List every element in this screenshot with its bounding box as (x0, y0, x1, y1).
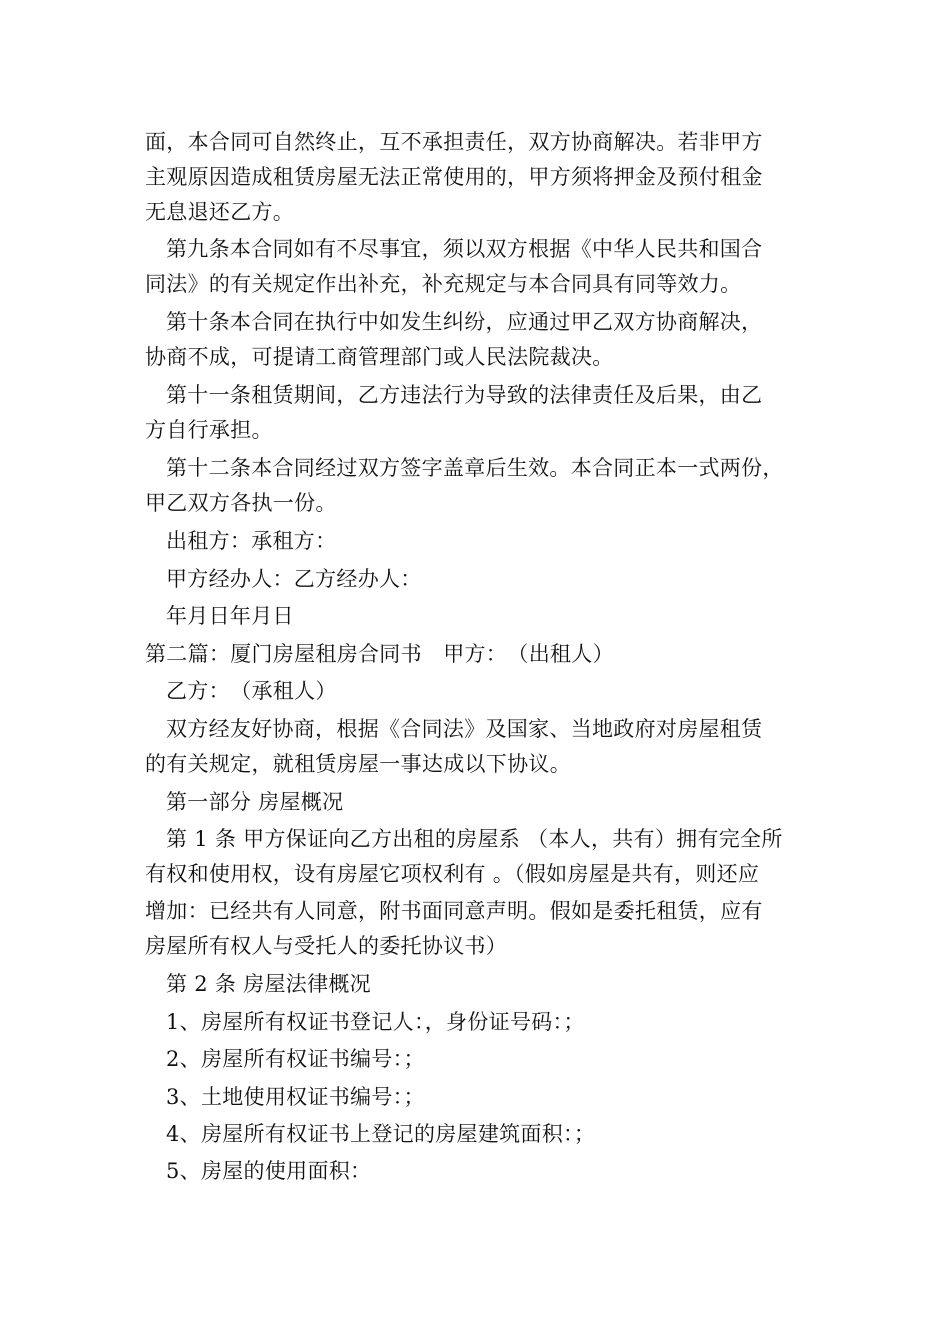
text-line: 甲方经办人：乙方经办人： (166, 567, 422, 591)
text-line: 方自行承担。 (145, 418, 273, 442)
section-heading: 第二篇：厦门房屋租房合同书 甲方： （出租人） (145, 642, 614, 666)
text-line: 双方经友好协商，根据《合同法》及国家、当地政府对房屋租赁 (166, 717, 763, 741)
text-line: 甲乙双方各执一份。 (145, 491, 337, 515)
text-line: 出租方：承租方： (166, 529, 337, 553)
text-line: 的有关规定，就租赁房屋一事达成以下协议。 (145, 752, 571, 776)
text-line: 协商不成，可提请工商管理部门或人民法院裁决。 (145, 345, 614, 369)
list-item: 5、房屋的使用面积： (166, 1159, 372, 1183)
text-line: 年月日年月日 (166, 604, 294, 628)
text-line: 第九条本合同如有不尽事宜，须以双方根据《中华人民共和国合 (166, 237, 763, 261)
text-line: 第 2 条 房屋法律概况 (166, 972, 371, 996)
text-line: 增加：已经共有人同意，附书面同意声明。假如是委托租赁，应有 (145, 899, 763, 923)
text-line: 乙方： （承租人） (166, 679, 337, 703)
text-line: 主观原因造成租赁房屋无法正常使用的，甲方须将押金及预付租金 (145, 165, 763, 189)
text-line: 第十条本合同在执行中如发生纠纷，应通过甲乙双方协商解决， (166, 310, 763, 334)
text-line: 第十二条本合同经过双方签字盖章后生效。本合同正本一式两份， (166, 456, 784, 480)
list-item: 4、房屋所有权证书上登记的房屋建筑面积：； (166, 1122, 596, 1146)
list-item: 1、房屋所有权证书登记人：，身份证号码：； (166, 1010, 585, 1034)
text-line: 同法》的有关规定作出补充，补充规定与本合同具有同等效力。 (145, 272, 742, 296)
text-line: 房屋所有权人与受托人的委托协议书） (145, 934, 508, 958)
text-line: 第 1 条 甲方保证向乙方出租的房屋系 （本人，共有）拥有完全所 (166, 827, 783, 851)
text-line: 无息退还乙方。 (145, 200, 295, 224)
list-item: 2、房屋所有权证书编号：； (166, 1047, 425, 1071)
text-line: 面，本合同可自然终止，互不承担责任，双方协商解决。若非甲方 (145, 130, 763, 154)
list-item: 3、土地使用权证书编号：； (166, 1085, 425, 1109)
text-line: 有权和使用权，设有房屋它项权利有 。（假如房屋是共有，则还应 (145, 862, 760, 886)
text-line: 第十一条租赁期间，乙方违法行为导致的法律责任及后果，由乙 (166, 383, 763, 407)
text-line: 第一部分 房屋概况 (166, 790, 344, 814)
